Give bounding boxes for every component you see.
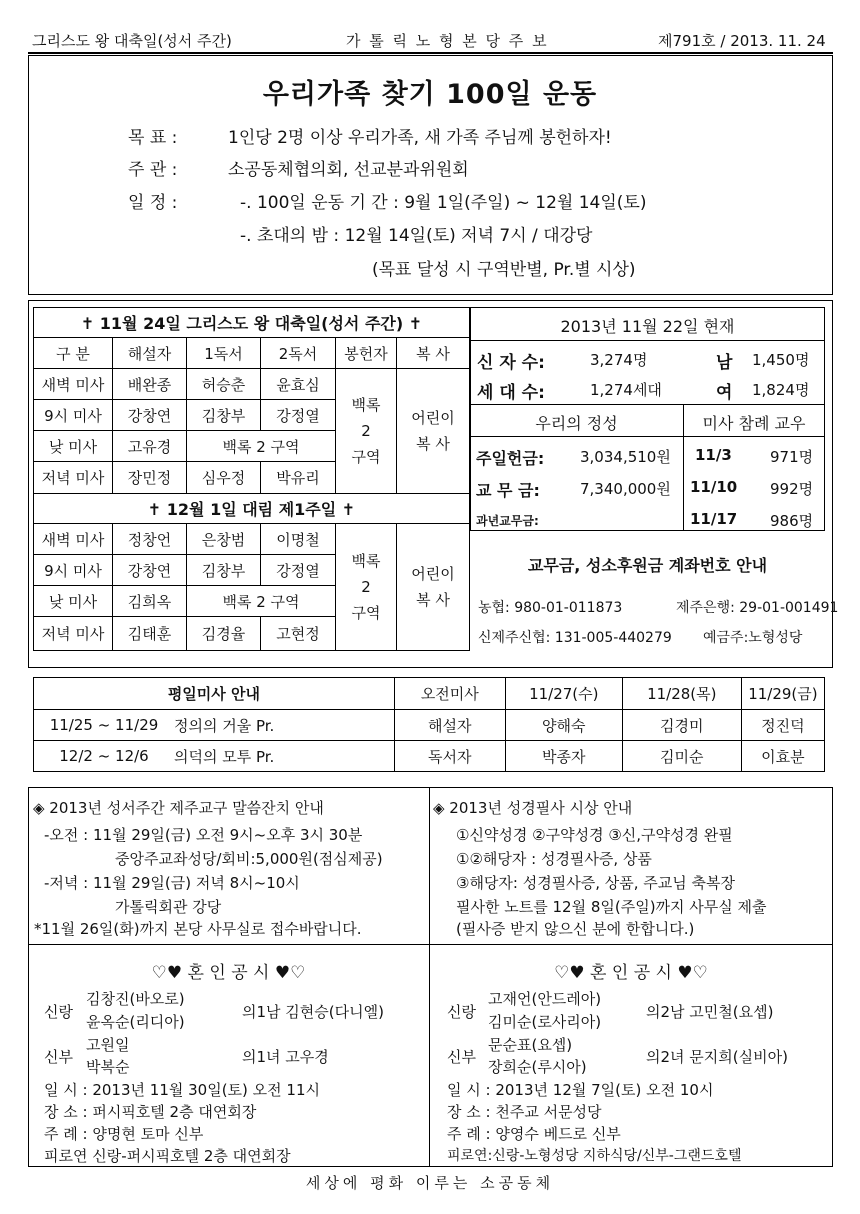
role: 해설자 [394, 710, 505, 741]
table-cell: 강창연 [113, 555, 187, 586]
male-label: 남 [716, 353, 733, 373]
households-label: 세 대 수: [477, 383, 545, 403]
divider [470, 340, 825, 341]
col-header: 2독서 [261, 338, 336, 369]
account-nh: 농협: 980-01-011873 [478, 600, 623, 616]
bible-festival-morning: -오전 : 11월 29일(금) 오전 9시~오후 3시 30분 [44, 826, 363, 844]
bible-festival-deadline: *11월 26일(화)까지 본당 사무실로 접수바랍니다. [34, 920, 362, 938]
mass-name: 낮 미사 [34, 586, 113, 617]
dues-amount: 7,340,000원 [580, 480, 671, 498]
wedding-title: ♡♥ 혼 인 공 시 ♥♡ [151, 963, 306, 983]
table-cell: 장민정 [113, 462, 187, 494]
wedding-place: 장 소 : 천주교 서문성당 [447, 1103, 602, 1121]
table-cell: 강창연 [113, 400, 187, 431]
week-range: 11/25 ~ 11/29 [34, 710, 175, 741]
mass2-heading: ✝ 12월 1일 대림 제1주일 ✝ [34, 494, 470, 524]
table-cell: 이명철 [261, 524, 336, 555]
weekday-title: 평일미사 안내 [34, 678, 395, 710]
transcription-award-title: ◈ 2013년 성경필사 시상 안내 [433, 799, 633, 817]
table-cell: 박종자 [505, 741, 622, 772]
attendance-date: 11/10 [690, 478, 738, 496]
goal-text: 1인당 2명 이상 우리가족, 새 가족 주님께 봉헌하자! [228, 128, 612, 148]
table-cell: 김경율 [187, 617, 261, 651]
mass-name: 낮 미사 [34, 431, 113, 462]
footer-slogan: 세상에 평화 이루는 소공동체 [305, 1174, 555, 1192]
wedding-reception: 피로연 신랑-퍼시픽호텔 2층 대연회장 [44, 1147, 291, 1165]
groom-parent: 김창진(바오로) [86, 990, 185, 1008]
week-range: 12/2 ~ 12/6 [34, 741, 175, 772]
bride-name: 의1녀 고우경 [242, 1048, 329, 1066]
table-cell: 정진덕 [741, 710, 824, 741]
bride-label: 신부 [447, 1048, 476, 1066]
bible-festival-title: ◈ 2013년 성서주간 제주교구 말씀잔치 안내 [33, 799, 324, 817]
table-cell: 백록 2 구역 [187, 431, 336, 462]
attendance-count: 992명 [770, 480, 814, 498]
schedule-label: 일 정 : [128, 193, 178, 213]
stats-date: 2013년 11월 22일 현재 [560, 317, 735, 336]
col-header: 오전미사 [394, 678, 505, 710]
wedding-date: 일 시 : 2013년 12월 7일(토) 오전 10시 [447, 1081, 714, 1099]
header-issue: 제791호 / 2013. 11. 24 [658, 32, 826, 50]
table-cell: 은창범 [187, 524, 261, 555]
bride-parent: 박복순 [86, 1058, 130, 1076]
campaign-title: 우리가족 찾기 100일 운동 [262, 79, 598, 110]
table-cell: 강정열 [261, 555, 336, 586]
table-cell: 이효분 [741, 741, 824, 772]
believers-label: 신 자 수: [477, 353, 545, 373]
female-label: 여 [716, 383, 733, 403]
believers-count: 3,274명 [590, 351, 648, 369]
table-cell: 고유경 [113, 431, 187, 462]
schedule-award: (목표 달성 시 구역반별, Pr.별 시상) [372, 260, 636, 280]
schedule-period: -. 100일 운동 기 간 : 9월 1일(주일) ~ 12월 14일(토) [240, 193, 647, 213]
attendance-date: 11/17 [690, 510, 738, 528]
groom-label: 신랑 [44, 1003, 73, 1021]
header-feast: 그리스도 왕 대축일(성서 주간) [32, 32, 232, 50]
wedding-reception: 피로연:신랑-노형성당 지하식당/신부-그랜드호텔 [447, 1148, 742, 1164]
mass-name: 저녁 미사 [34, 617, 113, 651]
offering-group: 백록 2 구역 [336, 524, 397, 651]
divider [470, 436, 825, 437]
table-cell: 허승춘 [187, 369, 261, 400]
bible-festival-evening: -저녁 : 11월 29일(금) 저녁 8시~10시 [44, 874, 300, 892]
households-count: 1,274세대 [590, 381, 662, 399]
header-bulletin-name: 가 톨 릭 노 형 본 당 주 보 [346, 32, 549, 50]
bride-parent: 문순표(요셉) [488, 1036, 573, 1054]
host-label: 주 관 : [128, 160, 178, 180]
col-header: 1독서 [187, 338, 261, 369]
divider [470, 404, 825, 405]
col-header: 11/29(금) [741, 678, 824, 710]
groom-parent: 고재언(안드레아) [488, 990, 602, 1008]
table-cell: 박유리 [261, 462, 336, 494]
col-header: 해설자 [113, 338, 187, 369]
mass-name: 9시 미사 [34, 400, 113, 431]
attendance-date: 11/3 [695, 446, 732, 464]
server-group: 어린이 복 사 [397, 524, 470, 651]
male-count: 1,450명 [752, 351, 810, 369]
table-cell: 양해숙 [505, 710, 622, 741]
dues-label: 교 무 금: [476, 481, 540, 500]
groom-name: 의1남 김현승(다니엘) [242, 1003, 384, 1021]
bride-parent: 장희순(루시아) [488, 1058, 587, 1076]
praesidium: 정의의 거울 Pr. [174, 710, 394, 741]
praesidium: 의덕의 모투 Pr. [174, 741, 394, 772]
table-cell: 심우정 [187, 462, 261, 494]
groom-parent: 윤옥순(리디아) [86, 1013, 185, 1031]
table-cell: 김경미 [622, 710, 741, 741]
offering-group: 백록 2 구역 [336, 369, 397, 494]
schedule-night: -. 초대의 밤 : 12월 14일(토) 저녁 7시 / 대강당 [240, 226, 593, 246]
bride-parent: 고원일 [86, 1036, 130, 1054]
table-cell: 김미순 [622, 741, 741, 772]
mass-table-1 [33, 307, 470, 651]
bible-festival-morning-venue: 중앙주교좌성당/회비:5,000원(점심제공) [115, 850, 383, 868]
table-cell: 백록 2 구역 [187, 586, 336, 617]
wedding-officiant: 주 례 : 양명현 토마 신부 [44, 1125, 204, 1143]
col-header: 11/28(목) [622, 678, 741, 710]
account-holder: 예금주:노형성당 [703, 630, 803, 646]
groom-name: 의2남 고민철(요셉) [646, 1003, 774, 1021]
transcription-note: (필사증 받지 않으신 분에 한합니다.) [456, 920, 695, 938]
table-cell: 윤효심 [261, 369, 336, 400]
table-cell: 김창부 [187, 400, 261, 431]
server-group: 어린이 복 사 [397, 369, 470, 494]
wedding-title: ♡♥ 혼 인 공 시 ♥♡ [554, 963, 708, 983]
account-title: 교무금, 성소후원금 계좌번호 안내 [527, 556, 768, 575]
transcription-prize-2: ③해당자: 성경필사증, 상품, 주교님 축복장 [456, 874, 735, 892]
table-cell: 배완종 [113, 369, 187, 400]
table-cell: 강정열 [261, 400, 336, 431]
past-dues-label: 과년교무금: [476, 514, 539, 528]
bulletin-header [28, 26, 833, 54]
bride-name: 의2녀 문지희(실비아) [646, 1048, 788, 1066]
sunday-offering-label: 주일헌금: [476, 449, 545, 468]
mass1-heading: ✝ 11월 24일 그리스도 왕 대축일(성서 주간) ✝ [34, 308, 470, 338]
account-credit-union: 신제주신협: 131-005-440279 [478, 630, 672, 646]
col-header: 봉헌자 [336, 338, 397, 369]
col-header: 11/27(수) [505, 678, 622, 710]
attendance-count: 986명 [770, 512, 814, 530]
bride-label: 신부 [44, 1048, 73, 1066]
transcription-submit: 필사한 노트를 12월 8일(주일)까지 사무실 제출 [456, 898, 767, 916]
wedding-date: 일 시 : 2013년 11월 30일(토) 오전 11시 [44, 1081, 320, 1099]
female-count: 1,824명 [752, 381, 810, 399]
table-cell: 정창언 [113, 524, 187, 555]
wedding-officiant: 주 례 : 양영수 베드로 신부 [447, 1125, 621, 1143]
transcription-prize-1: ①②해당자 : 성경필사증, 상품 [456, 850, 652, 868]
weekday-mass-table [33, 677, 825, 772]
wedding-place: 장 소 : 퍼시픽호텔 2층 대연회장 [44, 1103, 257, 1121]
mass-name: 저녁 미사 [34, 462, 113, 494]
account-jeju-bank: 제주은행: 29-01-001491 [676, 600, 839, 616]
sunday-offering-amount: 3,034,510원 [580, 448, 671, 466]
groom-label: 신랑 [447, 1003, 476, 1021]
groom-parent: 김미순(로사리아) [488, 1013, 602, 1031]
divider [28, 944, 833, 945]
col-header: 복 사 [397, 338, 470, 369]
mass-name: 새벽 미사 [34, 524, 113, 555]
table-cell: 고현정 [261, 617, 336, 651]
transcription-categories: ①신약성경 ②구약성경 ③신,구약성경 완필 [456, 826, 733, 844]
mass-name: 9시 미사 [34, 555, 113, 586]
role: 독서자 [394, 741, 505, 772]
host-text: 소공동체협의회, 선교분과위원회 [228, 160, 469, 180]
table-cell: 김창부 [187, 555, 261, 586]
col-header: 구 분 [34, 338, 113, 369]
table-cell: 김태훈 [113, 617, 187, 651]
mass-name: 새벽 미사 [34, 369, 113, 400]
attendance-heading: 미사 참례 교우 [702, 414, 806, 433]
attendance-count: 971명 [770, 448, 814, 466]
offering-heading: 우리의 정성 [535, 414, 618, 433]
table-cell: 김희옥 [113, 586, 187, 617]
goal-label: 목 표 : [128, 128, 178, 148]
bible-festival-evening-venue: 가톨릭회관 강당 [115, 898, 222, 916]
